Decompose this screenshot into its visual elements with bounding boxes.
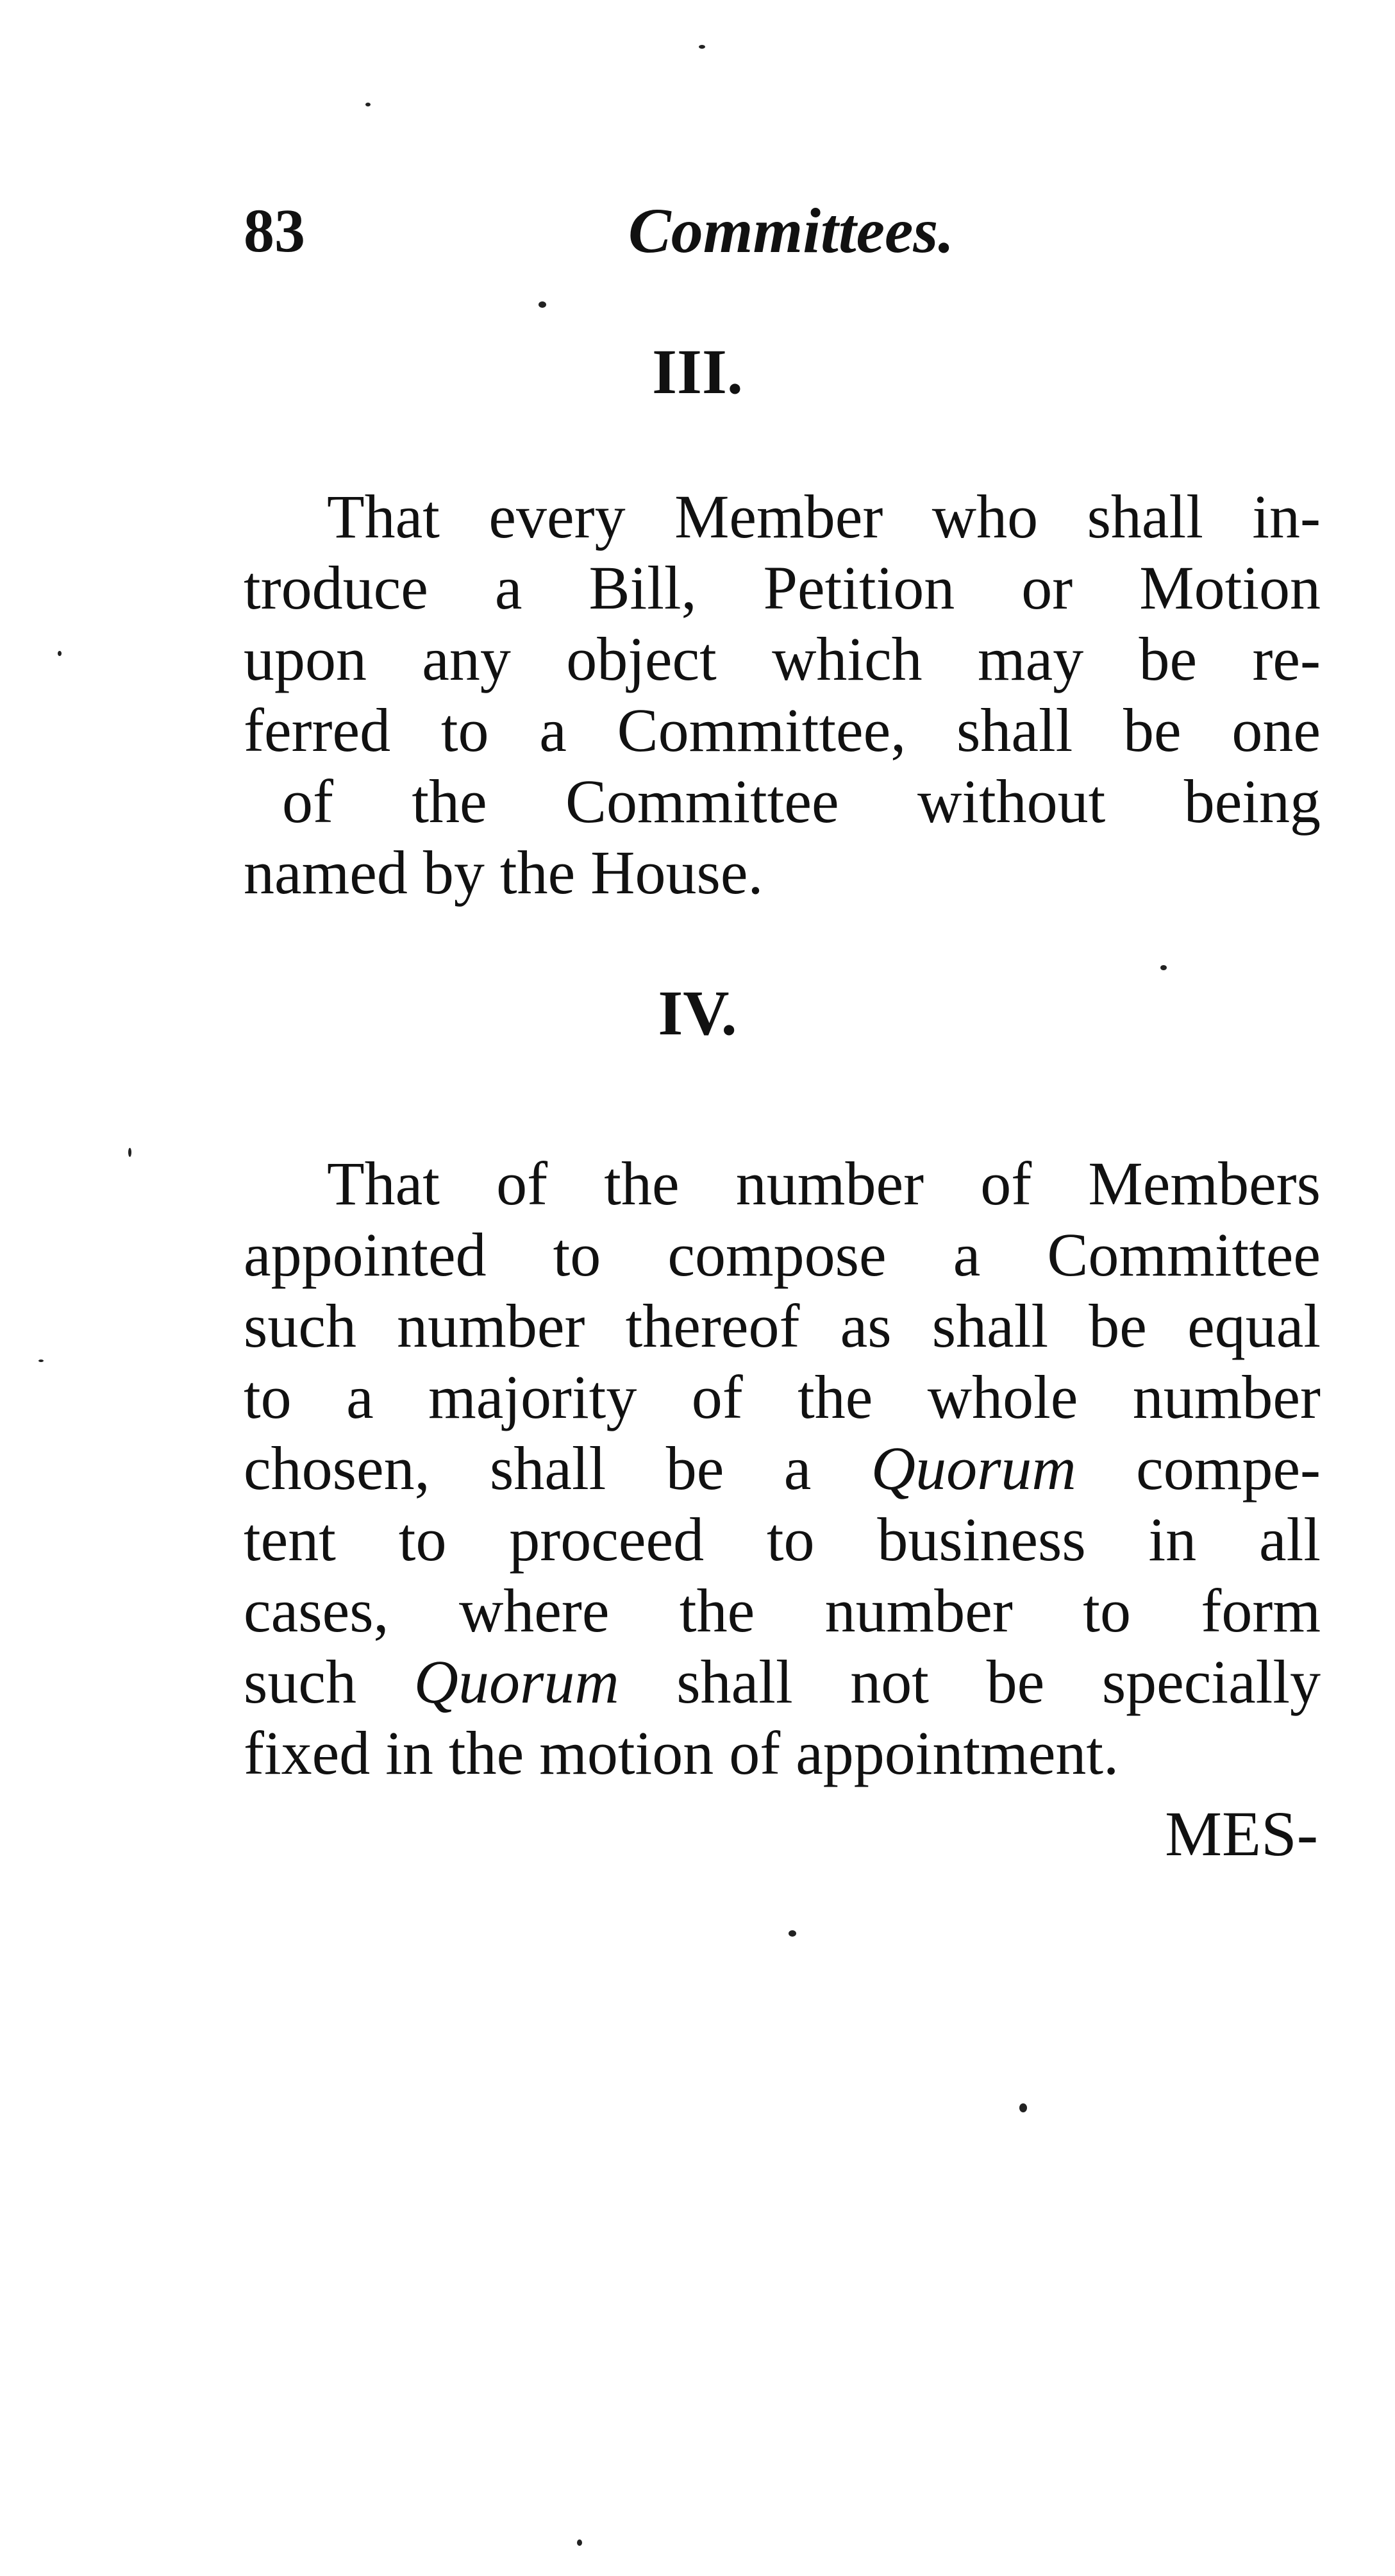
paragraph-iii — [244, 481, 1321, 908]
quorum-italic: Quorum — [413, 1647, 619, 1716]
text-line: of the Committee without being — [282, 767, 1321, 836]
text-line: named by the House. — [244, 838, 764, 907]
scan-speck — [1019, 2103, 1027, 2112]
text-line: ferred to a Committee, shall be one — [244, 696, 1321, 764]
section-heading-iv: IV. — [658, 977, 737, 1048]
scan-speck — [539, 301, 546, 308]
scan-speck — [577, 2539, 582, 2546]
text-line — [244, 1433, 1321, 1504]
text-line: upon any object which may be re- — [244, 625, 1321, 693]
text-line: That every Member who shall in- — [327, 482, 1321, 551]
page-header — [244, 192, 1321, 282]
text-line: troduce a Bill, Petition or Motion — [244, 553, 1321, 622]
scan-speck — [1160, 965, 1167, 970]
text-line — [244, 1646, 1321, 1717]
text-line: tent to proceed to business in all — [244, 1505, 1321, 1574]
text-fragment: chosen, shall be a — [244, 1434, 812, 1503]
page-number: 83 — [244, 196, 305, 265]
text-line: such number thereof as shall be equal — [244, 1292, 1321, 1360]
text-fragment: compe- — [1136, 1434, 1321, 1503]
section-heading-iii: III. — [652, 336, 743, 407]
quorum-italic: Quorum — [871, 1434, 1076, 1503]
scan-speck — [38, 1360, 44, 1362]
paragraph-iv — [244, 1148, 1321, 1789]
running-head: Committees. — [628, 195, 955, 266]
text-fragment: such — [244, 1647, 356, 1716]
scan-speck — [58, 651, 62, 656]
scan-speck — [365, 103, 371, 106]
catchword: MES- — [1165, 1798, 1318, 1869]
text-line: to a majority of the whole number — [244, 1363, 1321, 1431]
text-line: appointed to compose a Committee — [244, 1220, 1321, 1289]
text-line: cases, where the number to form — [244, 1576, 1321, 1645]
text-line: fixed in the motion of appointment. — [244, 1719, 1119, 1787]
text-line: That of the number of Members — [327, 1149, 1321, 1218]
scan-speck — [699, 45, 705, 49]
text-fragment: shall not be specially — [676, 1647, 1321, 1716]
scan-speck — [789, 1930, 796, 1937]
scan-speck — [128, 1148, 131, 1157]
